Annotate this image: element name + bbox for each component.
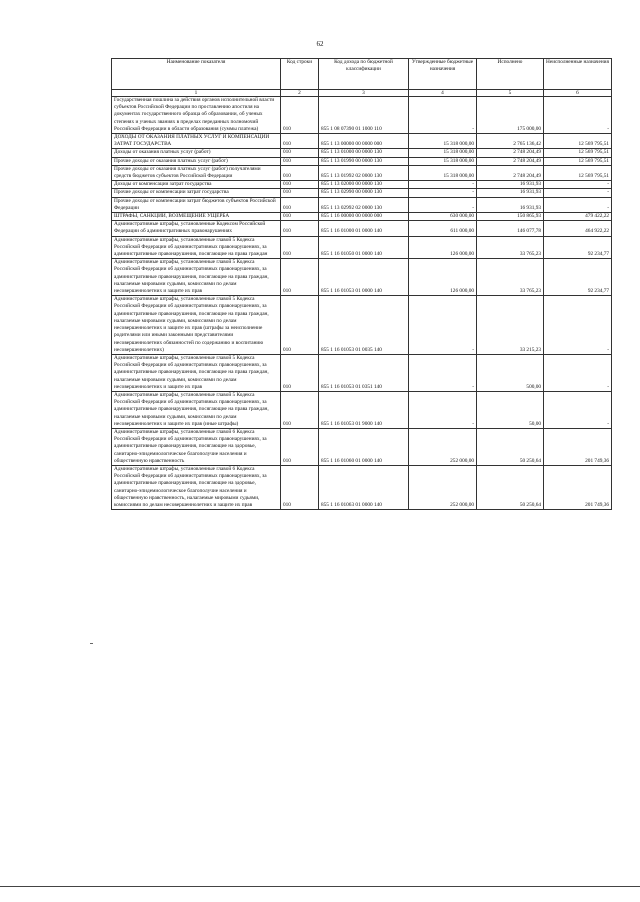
cell-executed: 16 931,93 [477, 181, 544, 189]
table-row [112, 213, 612, 221]
header-executed: Исполнено [477, 59, 544, 90]
cell-executed: 500,00 [477, 354, 544, 391]
cell-approved: - [409, 189, 477, 197]
cell-code: 010 [281, 236, 319, 259]
table-row [112, 181, 612, 189]
cell-code: 010 [281, 213, 319, 221]
cell-executed: 16 931,93 [477, 197, 544, 212]
cell-kbk: 855 1 16 01050 01 0000 140 [319, 236, 409, 259]
table-row [112, 149, 612, 157]
cell-kbk: 855 1 16 01060 01 0000 140 [319, 428, 409, 465]
cell-kbk: 855 1 13 02990 00 0000 130 [319, 189, 409, 197]
cell-kbk: 855 1 16 01053 01 0035 140 [319, 296, 409, 355]
cell-approved: 126 000,00 [409, 259, 477, 296]
cell-approved: - [409, 181, 477, 189]
cell-approved: - [409, 197, 477, 212]
cell-unexecuted: 12 569 795,51 [544, 157, 612, 165]
cell-name: Государственная пошлина за действия органов исполнительной власти субъектов Российской Федерации по проставлению апостиля на документах государственного образца об образовании, об ученых степенях и ученых званиях в пределах переданных полномочий Российской Федерации в области образования (суммы платежа) [112, 97, 281, 134]
column-number: 2 [281, 90, 319, 97]
cell-executed: 2 748 204,49 [477, 157, 544, 165]
cell-kbk: 855 1 13 01000 00 0000 130 [319, 149, 409, 157]
table-row [112, 259, 612, 296]
cell-approved: 15 318 000,00 [409, 165, 477, 180]
column-number: 4 [409, 90, 477, 97]
cell-code: 010 [281, 465, 319, 509]
table-row [112, 134, 612, 149]
cell-unexecuted: - [544, 97, 612, 134]
cell-kbk: 855 1 13 02992 02 0000 130 [319, 197, 409, 212]
cell-code: 010 [281, 165, 319, 180]
cell-name: Административные штрафы, установленные главой 5 Кодекса Российской Федерации об административных правонарушениях, за административные правонарушения, посягающие на права граждан, налагаемые мировыми судьями, комиссиями по делам несовершеннолетних и защите их прав (иные штрафы) [112, 391, 281, 428]
cell-code: 010 [281, 181, 319, 189]
cell-name: Административные штрафы, установленные главой 6 Кодекса Российской Федерации об административных правонарушениях, за административные правонарушения, посягающие на здоровье, санитарно-эпидемиологическое благополучие населения и общественную нравственность [112, 428, 281, 465]
column-number: 6 [544, 90, 612, 97]
cell-approved: 15 318 000,00 [409, 149, 477, 157]
table-row [112, 97, 612, 134]
cell-executed: 2 748 204,49 [477, 165, 544, 180]
column-number: 3 [319, 90, 409, 97]
cell-unexecuted: 201 749,36 [544, 428, 612, 465]
cell-approved: 252 000,00 [409, 428, 477, 465]
cell-code: 010 [281, 296, 319, 355]
table-row [112, 354, 612, 391]
cell-code: 010 [281, 189, 319, 197]
cell-executed: 33 765,23 [477, 259, 544, 296]
table-row [112, 165, 612, 180]
cell-approved: - [409, 97, 477, 134]
cell-name: Доходы от компенсации затрат государства [112, 181, 281, 189]
cell-approved: 15 318 000,00 [409, 157, 477, 165]
cell-approved: - [409, 296, 477, 355]
cell-code: 010 [281, 97, 319, 134]
cell-kbk: 855 1 13 01992 02 0000 130 [319, 165, 409, 180]
header-approved: Утвержденные бюджетные назначения [409, 59, 477, 90]
table-row [112, 189, 612, 197]
table-row [112, 465, 612, 509]
cell-kbk: 855 1 16 01000 01 0000 140 [319, 221, 409, 236]
cell-unexecuted: 12 569 795,51 [544, 149, 612, 157]
table-row [112, 197, 612, 212]
cell-unexecuted: - [544, 181, 612, 189]
header-name: Наименование показателя [112, 59, 281, 90]
cell-name: Прочие доходы от оказания платных услуг (работ) получателями средств бюджетов субъектов Российской Федерации [112, 165, 281, 180]
cell-unexecuted: 479 422,22 [544, 213, 612, 221]
cell-kbk: 855 1 08 07390 01 1000 110 [319, 97, 409, 134]
cell-unexecuted: - [544, 391, 612, 428]
cell-kbk: 855 1 16 01053 01 9000 140 [319, 391, 409, 428]
cell-kbk: 855 1 16 01063 01 0000 140 [319, 465, 409, 509]
cell-executed: 33 215,23 [477, 296, 544, 355]
cell-kbk: 855 1 13 01990 00 0000 130 [319, 157, 409, 165]
cell-approved: - [409, 391, 477, 428]
table-body [112, 97, 612, 510]
cell-unexecuted: - [544, 197, 612, 212]
cell-unexecuted: 464 922,22 [544, 221, 612, 236]
cell-executed: 2 748 204,49 [477, 149, 544, 157]
cell-code: 010 [281, 197, 319, 212]
cell-approved: 630 000,00 [409, 213, 477, 221]
page-bottom-rule [0, 886, 640, 887]
cell-executed: 50,00 [477, 391, 544, 428]
cell-executed: 50 250,64 [477, 428, 544, 465]
table-row [112, 236, 612, 259]
cell-executed: 50 250,64 [477, 465, 544, 509]
cell-name: Административные штрафы, установленные Кодексом Российской Федерации об административных правонарушениях [112, 221, 281, 236]
cell-executed: 146 077,78 [477, 221, 544, 236]
cell-unexecuted: - [544, 296, 612, 355]
cell-executed: 2 765 136,42 [477, 134, 544, 149]
cell-executed: 33 765,23 [477, 236, 544, 259]
table-row [112, 391, 612, 428]
cell-unexecuted: - [544, 354, 612, 391]
cell-approved: 252 000,00 [409, 465, 477, 509]
cell-executed: 150 865,93 [477, 213, 544, 221]
cell-name: Административные штрафы, установленные главой 5 Кодекса Российской Федерации об административных правонарушениях, за административные правонарушения, посягающие на права граждан, налагаемые мировыми судьями, комиссиями по делам несовершеннолетних и защите их прав [112, 354, 281, 391]
column-number: 1 [112, 90, 281, 97]
cell-unexecuted: 92 234,77 [544, 236, 612, 259]
column-numbers-row [112, 90, 612, 97]
cell-code: 010 [281, 391, 319, 428]
cell-kbk: 855 1 13 02000 00 0000 130 [319, 181, 409, 189]
cell-name: Административные штрафы, установленные главой 5 Кодекса Российской Федерации об административных правонарушениях, за административные правонарушения, посягающие на права граждан, налагаемые мировыми судьями, комиссиями по делам несовершеннолетних и защите их прав [112, 259, 281, 296]
header-code: Код строки [281, 59, 319, 90]
table-header [112, 59, 612, 97]
cell-unexecuted: 12 569 795,51 [544, 134, 612, 149]
cell-kbk: 855 1 13 00000 00 0000 000 [319, 134, 409, 149]
cell-code: 010 [281, 134, 319, 149]
cell-code: 010 [281, 428, 319, 465]
cell-approved: 15 318 000,00 [409, 134, 477, 149]
cell-kbk: 855 1 16 00000 00 0000 000 [319, 213, 409, 221]
cell-kbk: 855 1 16 01053 01 0351 140 [319, 354, 409, 391]
cell-name: Прочие доходы от оказания платных услуг (работ) [112, 157, 281, 165]
cell-name: Административные штрафы, установленные главой 5 Кодекса Российской Федерации об административных правонарушениях, за административные правонарушения, посягающие на права граждан, налагаемые мировыми судьями, комиссиями по делам несовершеннолетних и защите их прав (штрафы за неисполнение родителями или иными законными представителями несовершеннолетних обязанностей по содержанию и воспитанию несовершеннолетних) [112, 296, 281, 355]
margin-mark [90, 643, 93, 644]
cell-name: Прочие доходы от компенсации затрат государства [112, 189, 281, 197]
table-row [112, 157, 612, 165]
cell-approved: - [409, 354, 477, 391]
cell-code: 010 [281, 157, 319, 165]
table-row [112, 221, 612, 236]
cell-unexecuted: 12 569 795,51 [544, 165, 612, 180]
cell-approved: 611 000,00 [409, 221, 477, 236]
cell-code: 010 [281, 221, 319, 236]
cell-unexecuted: 201 749,36 [544, 465, 612, 509]
page-number: 62 [316, 40, 324, 48]
revenue-report-table [111, 58, 612, 510]
cell-name: Доходы от оказания платных услуг (работ) [112, 149, 281, 157]
cell-name: Административные штрафы, установленные главой 6 Кодекса Российской Федерации об административных правонарушениях, за административные правонарушения, посягающие на здоровье, санитарно-эпидемиологическое благополучие населения и общественную нравственность, налагаемые мировыми судьями, комиссиями по делам несовершеннолетних и защите их прав [112, 465, 281, 509]
column-number: 5 [477, 90, 544, 97]
cell-name: Прочие доходы от компенсации затрат бюджетов субъектов Российской Федерации [112, 197, 281, 212]
cell-code: 010 [281, 149, 319, 157]
cell-kbk: 855 1 16 01053 01 0000 140 [319, 259, 409, 296]
header-unexecuted: Неисполненные назначения [544, 59, 612, 90]
cell-approved: 126 000,00 [409, 236, 477, 259]
cell-name: ШТРАФЫ, САНКЦИИ, ВОЗМЕЩЕНИЕ УЩЕРБА [112, 213, 281, 221]
header-kbk: Код дохода по бюджетной классификации [319, 59, 409, 90]
cell-executed: 16 931,93 [477, 189, 544, 197]
table-row [112, 296, 612, 355]
cell-unexecuted: - [544, 189, 612, 197]
table-row [112, 428, 612, 465]
cell-name: ДОХОДЫ ОТ ОКАЗАНИЯ ПЛАТНЫХ УСЛУГ И КОМПЕНСАЦИИ ЗАТРАТ ГОСУДАРСТВА [112, 134, 281, 149]
cell-name: Административные штрафы, установленные главой 5 Кодекса Российской Федерации об административных правонарушениях, за административные правонарушения, посягающие на права граждан [112, 236, 281, 259]
cell-code: 010 [281, 354, 319, 391]
cell-executed: 175 000,00 [477, 97, 544, 134]
cell-code: 010 [281, 259, 319, 296]
cell-unexecuted: 92 234,77 [544, 259, 612, 296]
